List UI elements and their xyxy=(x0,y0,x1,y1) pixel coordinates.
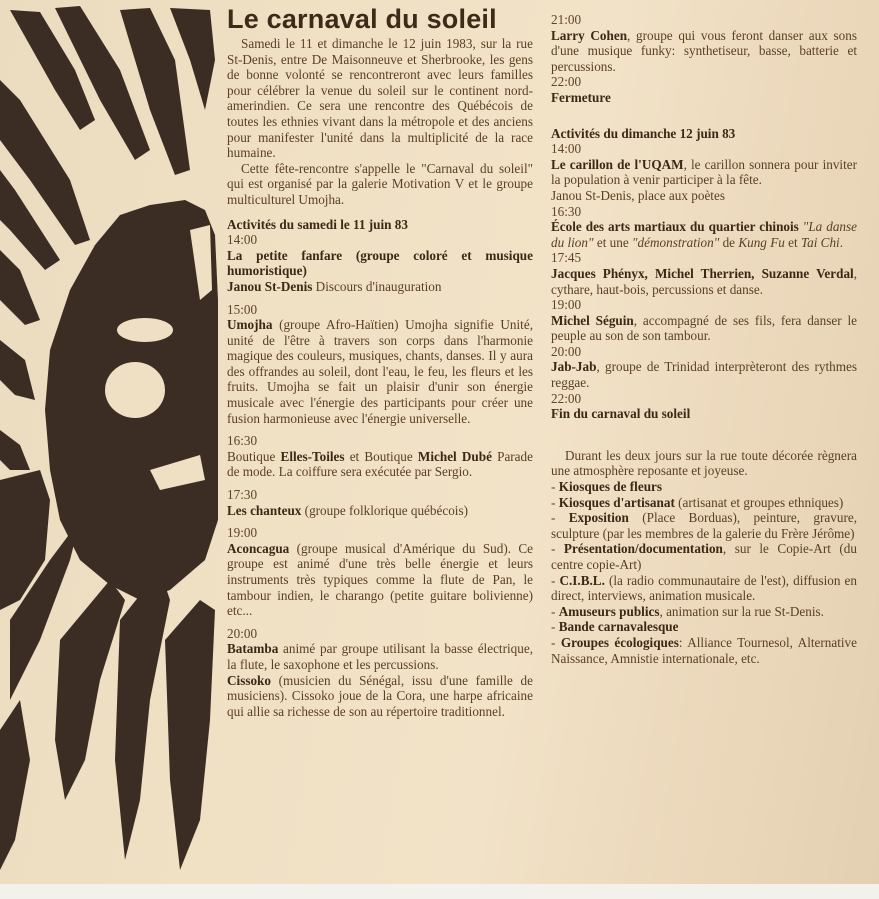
event-block xyxy=(551,250,857,297)
bullet-dash: - xyxy=(551,603,559,619)
list-item xyxy=(551,541,857,572)
event-description: (groupe musical d'Amérique du Sud). Ce groupe est animé d'une très belle énergie et leurs instruments très typiques comme la flute de Pan, le tambour indien, le charango (petite guitare bolivienne) etc... xyxy=(227,540,533,619)
list-item-title: Groupes écologiques xyxy=(560,634,679,650)
event-description: Parade de mode. La coiffure sera exécutée par Sergio. xyxy=(227,448,533,480)
list-item-description: : Alliance Tournesol, Alternative Naissance, Amnistie internationale, etc. xyxy=(551,634,857,666)
event-performer: École des arts martiaux du quartier chinois xyxy=(551,219,799,235)
event-time: 21:00 xyxy=(551,12,582,27)
event-line xyxy=(227,673,533,720)
event-line xyxy=(551,406,857,422)
event-description: et une xyxy=(593,234,632,250)
event-line xyxy=(551,28,857,75)
list-item-description: (la radio communautaire de l'est), diffusion en direct, interviews, animation musicale. xyxy=(551,572,857,604)
closing-intro: Durant les deux jours sur la rue toute décorée règnera une atmosphère reposante et joyeuse. xyxy=(551,447,857,479)
event-time: 20:00 xyxy=(227,625,258,641)
event-italic: Tai Chi xyxy=(800,234,840,250)
bullet-dash: - xyxy=(551,572,560,588)
sun-ray xyxy=(165,600,215,870)
bullet-dash: - xyxy=(551,634,561,650)
event-time: 14:00 xyxy=(551,141,582,157)
event-block xyxy=(551,141,857,203)
event-block xyxy=(227,626,533,720)
event-performer: Jacques Phényx, Michel Therrien, Suzanne Verdal xyxy=(551,265,854,281)
event-description: Discours d'inauguration xyxy=(312,278,442,294)
event-performer: Larry Cohen xyxy=(551,27,628,43)
event-block xyxy=(227,487,533,518)
event-italic: "démonstration" xyxy=(632,234,720,250)
sun-ray xyxy=(55,580,125,800)
event-description: , cythare, haut-bois, percussions et danse. xyxy=(551,265,857,297)
event-italic: Kung Fu xyxy=(738,234,785,250)
list-item-title: Kiosques de fleurs xyxy=(558,479,663,495)
sun-ray xyxy=(0,340,35,400)
event-line xyxy=(551,266,857,297)
event-time: 19:00 xyxy=(227,525,258,541)
face-cheek xyxy=(105,362,165,418)
event-line xyxy=(551,359,857,390)
list-item xyxy=(551,479,857,495)
event-line xyxy=(227,641,533,672)
event-line xyxy=(551,188,857,204)
sun-ray xyxy=(0,430,30,470)
bullet-dash: - xyxy=(551,494,559,510)
event-time: 14:00 xyxy=(227,232,258,248)
event-time: 17:45 xyxy=(551,250,582,266)
event-time: 20:00 xyxy=(551,343,582,359)
event-line xyxy=(227,503,533,519)
event-description: Boutique xyxy=(227,448,281,464)
event-description: (musicien du Sénégal, issu d'une famille de musiciens). Cissoko joue de la Cora, une harpe africaine qui allie sa richesse de son au répertoire traditionnel. xyxy=(227,672,533,719)
event-performer: Aconcagua xyxy=(227,540,290,556)
event-description: animé par groupe utilisant la basse électrique, la flute, le saxophone et les percussions. xyxy=(227,641,533,672)
event-time: 22:00 xyxy=(551,74,582,90)
event-description: , groupe de Trinidad interprèteront des rythmes reggae. xyxy=(551,359,857,391)
event-block xyxy=(551,344,857,391)
intro-paragraph: Cette fête-rencontre s'appelle le "Carnaval du soleil" qui est organisé par la galerie Motivation V et le groupe multiculturel Umojha. xyxy=(227,160,533,207)
event-description: , groupe qui vous feront danser aux sons d'une musique funky: synthetiseur, basse, batterie et percussions. xyxy=(551,27,857,74)
event-performer: Cissoko xyxy=(227,672,271,688)
event-performer: Janou St-Denis xyxy=(227,278,313,294)
event-italic: "La danse du lion" xyxy=(551,219,858,250)
event-time: 17:30 xyxy=(227,487,258,503)
event-description: et Boutique xyxy=(344,448,418,464)
event-description: Janou St-Denis, place aux poètes xyxy=(551,187,725,203)
event-line xyxy=(551,219,857,250)
sun-face-illustration-icon xyxy=(0,0,218,884)
event-description: de xyxy=(719,234,739,250)
event-time: 19:00 xyxy=(551,297,582,313)
saturday-heading: Activités du samedi le 11 juin 83 xyxy=(227,216,408,232)
event-performer: Fin du carnaval du soleil xyxy=(551,406,691,422)
sun-ray xyxy=(0,700,30,870)
event-line xyxy=(227,317,533,426)
event-line xyxy=(227,248,533,279)
face-eye xyxy=(117,318,173,342)
sunday-heading: Activités du dimanche 12 juin 83 xyxy=(551,125,736,141)
event-performer: Umojha xyxy=(227,317,273,333)
event-description: , accompagné de ses fils, fera danser le peuple au son de son tambour. xyxy=(551,312,857,344)
list-item xyxy=(551,510,857,541)
list-item-title: C.I.B.L. xyxy=(559,572,605,588)
event-line xyxy=(227,541,533,619)
event-time: 22:00 xyxy=(551,390,582,406)
article-column-left xyxy=(227,0,533,719)
list-item-title: Amuseurs publics xyxy=(558,603,660,619)
page-margin xyxy=(0,884,879,899)
event-performer: Michel Séguin xyxy=(551,312,634,328)
event-performer: Batamba xyxy=(227,641,279,657)
event-description: , le carillon sonnera pour inviter la population à venir participer à la fête. xyxy=(551,156,858,188)
event-performer: Fermeture xyxy=(551,89,611,105)
event-block xyxy=(551,204,857,251)
event-block xyxy=(551,12,857,106)
event-performer: Jab-Jab xyxy=(551,359,597,375)
event-description: . xyxy=(839,234,844,250)
event-performer: Michel Dubé xyxy=(417,448,492,464)
event-line xyxy=(551,313,857,344)
activities-list xyxy=(551,479,857,666)
bullet-dash: - xyxy=(551,479,559,495)
list-item xyxy=(551,495,857,511)
list-item xyxy=(551,573,857,604)
list-item xyxy=(551,619,857,635)
event-block xyxy=(227,433,533,480)
list-item-title: Présentation/documentation xyxy=(563,541,723,557)
list-item-description: , sur le Copie-Art (du centre copie-Art) xyxy=(551,541,857,572)
event-performer: La petite fanfare (groupe coloré et musique humoristique) xyxy=(227,247,533,279)
event-description: et xyxy=(784,234,801,250)
list-item xyxy=(551,635,857,666)
event-time: 16:30 xyxy=(227,433,258,449)
event-block xyxy=(227,525,533,619)
list-item-title: Exposition xyxy=(568,510,629,526)
sun-ray xyxy=(115,570,170,860)
list-item-title: Kiosques d'artisanat xyxy=(558,494,675,510)
list-item-description: , animation sur la rue St-Denis. xyxy=(659,603,824,619)
event-performer: Elles-Toiles xyxy=(280,448,345,464)
event-performer: Le carillon de l'UQAM xyxy=(551,156,684,172)
article-column-right xyxy=(551,12,857,666)
event-block xyxy=(227,302,533,427)
event-line xyxy=(227,449,533,480)
sun-ray xyxy=(0,250,40,325)
event-line xyxy=(551,90,857,106)
event-block xyxy=(551,391,857,422)
event-description: (groupe Afro-Haïtien) Umojha signifie Unité, unité de l'être à travers son corps dans l'harmonie magique des couleurs, musiques, chants, danses. Il y aura des offrandes au soleil, dont l'eau, le feu, les fleurs et les fruits. Umojha se fait un plaisir d'unir son énergie musicale avec l'énergie des participants pour créer une fusion harmonieuse avec l'énergie universelle. xyxy=(227,317,533,426)
bullet-dash: - xyxy=(551,619,559,635)
event-line xyxy=(551,157,857,188)
event-time: 15:00 xyxy=(227,301,258,317)
event-line xyxy=(227,279,533,295)
list-item-title: Bande carnavalesque xyxy=(558,619,679,635)
event-block xyxy=(551,297,857,344)
list-item-description: (artisanat et groupes ethniques) xyxy=(674,494,844,510)
list-item xyxy=(551,604,857,620)
bullet-dash: - xyxy=(551,510,569,526)
event-time: 16:30 xyxy=(551,203,582,219)
event-block xyxy=(227,232,533,294)
bullet-dash: - xyxy=(551,541,564,557)
event-performer: Les chanteux xyxy=(227,502,302,518)
intro-paragraph: Samedi le 11 et dimanche le 12 juin 1983, sur la rue St-Denis, entre De Maisonneuve et Sherbrooke, les gens de bonne volonté se rencontreront avec leurs familles pour célébrer la venue du soleil sur le continent nord-amerindien. Ce sera une rencontre des Québécois de toutes les ethnies vivant dans la métropole et des anciens pour manifester l'unité dans la multiplicité de la race humaine. xyxy=(227,36,533,161)
list-item-description: (Place Borduas), peinture, gravure, sculpture (par les membres de la galerie du Frère Jérôme) xyxy=(551,510,857,541)
article-title: Le carnaval du soleil xyxy=(227,4,497,34)
event-description: (groupe folklorique québécois) xyxy=(301,502,468,518)
